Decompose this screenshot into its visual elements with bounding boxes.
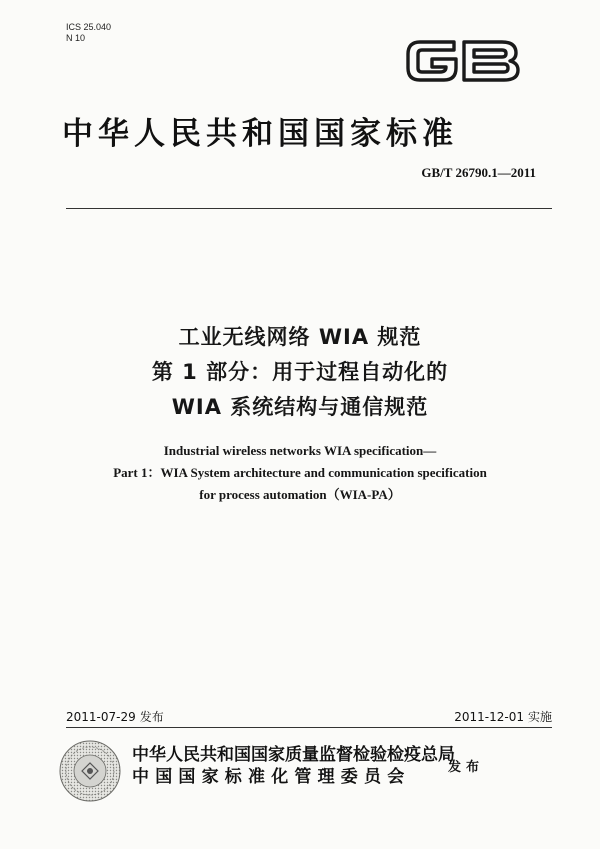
ics-code: ICS 25.040 [66, 22, 112, 32]
issuer-aqsiq: 中华人民共和国国家质量监督检验检疫总局 [132, 745, 455, 765]
classification-codes [66, 22, 111, 44]
chinese-title-line: 第 1 部分：用于过程自动化的 [151, 360, 449, 384]
chinese-title [0, 320, 600, 425]
issuer-sac: 中国国家标准化管理委员会 [132, 767, 411, 787]
issue-word: 发布 [448, 760, 485, 775]
gb-logo [402, 32, 524, 90]
implementation-date-value: 2011-12-01 [454, 710, 524, 724]
implementation-date-label: 实施 [527, 710, 552, 724]
standard-number: GB/T 26790.1—2011 [421, 165, 536, 180]
national-standard-title: 中华人民共和国国家标准 [62, 116, 458, 152]
issue-date-label: 发布 [139, 710, 164, 724]
anti-counterfeit-seal-icon [58, 739, 122, 803]
english-title [0, 440, 600, 506]
ccs-code: N 10 [66, 33, 86, 43]
issuing-authorities [132, 744, 455, 788]
implementation-date [454, 708, 552, 725]
english-title-line: Industrial wireless networks WIA specification— [163, 443, 437, 458]
english-title-line: for process automation（WIA-PA） [199, 487, 401, 502]
issue-date-value: 2011-07-29 [66, 710, 136, 724]
issue-date [66, 708, 164, 725]
chinese-title-line: 工业无线网络 WIA 规范 [178, 325, 422, 349]
header-divider [66, 208, 552, 209]
footer-divider [66, 727, 552, 728]
english-title-line: Part 1：WIA System architecture and communication specification [113, 465, 487, 480]
chinese-title-line: WIA 系统结构与通信规范 [171, 395, 429, 419]
